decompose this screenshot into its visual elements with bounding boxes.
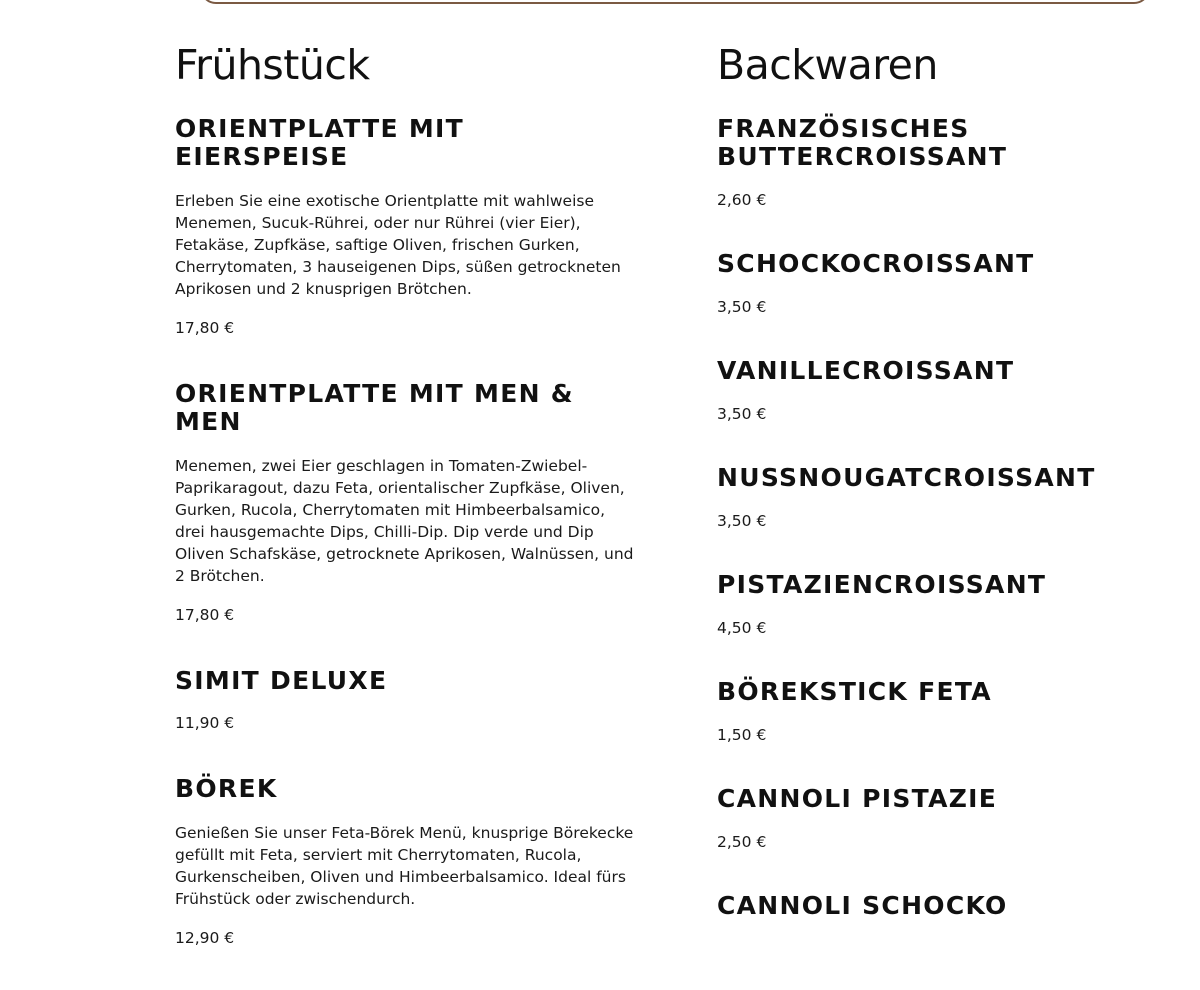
menu-item-cannoli-schocko [717,892,1187,920]
menu-item-schockocroissant [717,250,1187,317]
menu-item-nussnougatcroissant [717,464,1187,531]
menu-item-vanillecroissant [717,357,1187,424]
menu-item-simit-deluxe [175,667,635,733]
menu-item-name: FRANZÖSISCHES BUTTERCROISSANT [717,114,1008,171]
section-fruehstueck [175,40,635,990]
menu-item-price: 17,80 € [175,606,235,624]
top-banner-frame [200,0,1150,4]
menu-item-pistaziencroissant [717,571,1187,638]
menu-item-price: 3,50 € [717,405,767,423]
menu-item-name: NUSSNOUGATCROISSANT [717,463,1096,492]
menu-item-price: 3,50 € [717,512,767,530]
menu-item-boerekstick-feta [717,678,1187,745]
menu-item-name: BÖREKSTICK FETA [717,677,992,706]
menu-item-name: VANILLECROISSANT [717,356,1015,385]
menu-item-name: BÖREK [175,774,278,803]
menu-item-name: PISTAZIENCROISSANT [717,570,1047,599]
menu-item-price: 2,60 € [717,191,767,209]
menu-item-price: 2,50 € [717,833,767,851]
menu-item-price: 4,50 € [717,619,767,637]
menu-item-price: 17,80 € [175,319,235,337]
menu-item-orientplatte-men-men [175,380,635,625]
menu-item-price: 3,50 € [717,298,767,316]
menu-item-price: 11,90 € [175,714,235,732]
menu-item-description: Menemen, zwei Eier geschlagen in Tomaten-Zwiebel-Paprikaragout, dazu Feta, orientalischer Zupfkäse, Oliven, Gurken, Rucola, Cherrytomaten mit Himbeerbalsamico, drei hausgemachte Dips, Chilli-Dip. Dip verde und Dip Oliven Schafskäse, getrocknete Aprikosen, Walnüssen, und 2 Brötchen. [175,457,634,585]
menu-item-name: CANNOLI SCHOCKO [717,891,1008,920]
menu-item-name: SIMIT DELUXE [175,666,388,695]
menu-item-buttercroissant [717,115,1187,210]
section-title-backwaren: Backwaren [717,41,938,89]
menu-item-cannoli-pistazie [717,785,1187,852]
menu-item-price: 12,90 € [175,929,235,947]
menu-item-name: ORIENTPLATTE MIT MEN & MEN [175,379,574,436]
menu-item-name: CANNOLI PISTAZIE [717,784,998,813]
section-backwaren [717,40,1187,920]
menu-item-price: 1,50 € [717,726,767,744]
menu-item-boerek [175,775,635,948]
menu-item-orientplatte-eierspeise [175,115,635,338]
menu-item-description: Erleben Sie eine exotische Orientplatte mit wahlweise Menemen, Sucuk-Rührei, oder nur Rührei (vier Eier), Fetakäse, Zupfkäse, saftige Oliven, frischen Gurken, Cherrytomaten, 3 hauseigenen Dips, süßen getrockneten Aprikosen und 2 knusprigen Brötchen. [175,192,621,298]
menu-item-name: ORIENTPLATTE MIT EIERSPEISE [175,114,465,171]
menu-item-name: SCHOCKOCROISSANT [717,249,1035,278]
section-title-fruehstueck: Frühstück [175,41,370,89]
menu-item-description: Genießen Sie unser Feta-Börek Menü, knusprige Börekecke gefüllt mit Feta, serviert mit Cherrytomaten, Rucola, Gurkenscheiben, Oliven und Himbeerbalsamico. Ideal fürs Frühstück oder zwischendurch. [175,824,634,908]
